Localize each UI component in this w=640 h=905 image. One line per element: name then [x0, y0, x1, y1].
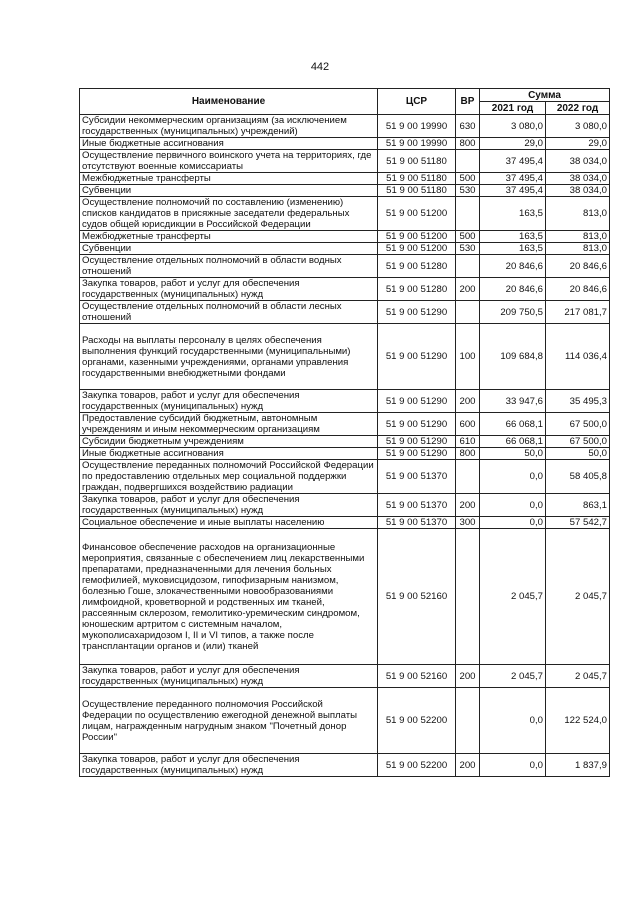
row-vr: 200 — [456, 494, 480, 517]
row-amount-2021: 109 684,8 — [480, 324, 546, 390]
row-csr: 51 9 00 51180 — [378, 150, 456, 173]
table-row — [80, 301, 610, 324]
table-row — [80, 185, 610, 197]
row-name: Закупка товаров, работ и услуг для обеспечения государственных (муниципальных) нужд — [80, 278, 378, 301]
row-amount-2021: 163,5 — [480, 243, 546, 255]
row-name: Субсидии некоммерческим организациям (за исключением государственных (муниципальных) учреждений) — [80, 115, 378, 138]
table-row — [80, 173, 610, 185]
row-amount-2022: 20 846,6 — [546, 255, 610, 278]
header-year-2021: 2021 год — [480, 102, 546, 115]
row-csr: 51 9 00 52160 — [378, 665, 456, 688]
row-amount-2021: 0,0 — [480, 460, 546, 494]
table-body — [80, 115, 610, 777]
row-amount-2021: 163,5 — [480, 197, 546, 231]
row-csr: 51 9 00 52160 — [378, 529, 456, 665]
table-row — [80, 665, 610, 688]
header-vr: ВР — [456, 89, 480, 115]
row-csr: 51 9 00 52200 — [378, 688, 456, 754]
table-row — [80, 529, 610, 665]
row-amount-2022: 3 080,0 — [546, 115, 610, 138]
row-amount-2021: 66 068,1 — [480, 413, 546, 436]
row-name: Осуществление первичного воинского учета на территориях, где отсутствуют военные комиссариаты — [80, 150, 378, 173]
table-row — [80, 413, 610, 436]
row-csr: 51 9 00 51290 — [378, 436, 456, 448]
row-amount-2022: 58 405,8 — [546, 460, 610, 494]
row-amount-2021: 66 068,1 — [480, 436, 546, 448]
row-amount-2022: 217 081,7 — [546, 301, 610, 324]
row-csr: 51 9 00 51290 — [378, 390, 456, 413]
row-amount-2022: 114 036,4 — [546, 324, 610, 390]
row-vr: 200 — [456, 665, 480, 688]
row-amount-2021: 0,0 — [480, 688, 546, 754]
table-row — [80, 150, 610, 173]
header-sum: Сумма — [480, 89, 610, 102]
row-csr: 51 9 00 51200 — [378, 197, 456, 231]
row-csr: 51 9 00 19990 — [378, 138, 456, 150]
header-name: Наименование — [80, 89, 378, 115]
row-vr: 200 — [456, 390, 480, 413]
row-amount-2021: 29,0 — [480, 138, 546, 150]
row-name: Закупка товаров, работ и услуг для обеспечения государственных (муниципальных) нужд — [80, 390, 378, 413]
row-name: Закупка товаров, работ и услуг для обеспечения государственных (муниципальных) нужд — [80, 754, 378, 777]
row-amount-2021: 20 846,6 — [480, 255, 546, 278]
row-amount-2022: 50,0 — [546, 448, 610, 460]
table-row — [80, 517, 610, 529]
row-vr: 610 — [456, 436, 480, 448]
row-amount-2022: 813,0 — [546, 243, 610, 255]
row-vr: 800 — [456, 138, 480, 150]
table-row — [80, 115, 610, 138]
row-vr: 630 — [456, 115, 480, 138]
row-amount-2021: 20 846,6 — [480, 278, 546, 301]
row-amount-2021: 37 495,4 — [480, 185, 546, 197]
row-vr — [456, 529, 480, 665]
table-row — [80, 278, 610, 301]
table-row — [80, 197, 610, 231]
table-row — [80, 436, 610, 448]
table-row — [80, 231, 610, 243]
budget-table — [79, 88, 610, 777]
row-name: Предоставление субсидий бюджетным, автономным учреждениям и иным некоммерческим организациям — [80, 413, 378, 436]
row-name: Иные бюджетные ассигнования — [80, 448, 378, 460]
row-vr: 500 — [456, 173, 480, 185]
row-amount-2022: 1 837,9 — [546, 754, 610, 777]
row-csr: 51 9 00 51370 — [378, 494, 456, 517]
row-vr — [456, 301, 480, 324]
row-csr: 51 9 00 19990 — [378, 115, 456, 138]
row-csr: 51 9 00 51200 — [378, 231, 456, 243]
row-amount-2021: 0,0 — [480, 494, 546, 517]
table-row — [80, 688, 610, 754]
row-amount-2021: 37 495,4 — [480, 150, 546, 173]
row-vr — [456, 688, 480, 754]
row-csr: 51 9 00 51290 — [378, 324, 456, 390]
row-name: Финансовое обеспечение расходов на организационные мероприятия, связанные с обеспечением лиц лекарственными препаратами, предназначенными для лечения больных гемофилией, муковисцидозом, гипофизарным нанизмом, болезнью Гоше, злокачественными новообразованиями лимфоидной, кроветворной и родственных им тканей, рассеянным склерозом, гемолитико-уремическим синдромом, юношеским артритом с системным началом, мукополисахаридозом I, II и VI типов, а также после трансплантации органов и (или) тканей — [80, 529, 378, 665]
row-vr: 800 — [456, 448, 480, 460]
row-amount-2021: 209 750,5 — [480, 301, 546, 324]
table-row — [80, 324, 610, 390]
row-amount-2021: 0,0 — [480, 517, 546, 529]
row-vr: 530 — [456, 185, 480, 197]
row-amount-2022: 35 495,3 — [546, 390, 610, 413]
row-amount-2022: 38 034,0 — [546, 185, 610, 197]
row-name: Межбюджетные трансферты — [80, 231, 378, 243]
row-name: Социальное обеспечение и иные выплаты населению — [80, 517, 378, 529]
row-amount-2022: 813,0 — [546, 231, 610, 243]
row-csr: 51 9 00 51290 — [378, 448, 456, 460]
header-year-2022: 2022 год — [546, 102, 610, 115]
row-vr: 500 — [456, 231, 480, 243]
row-amount-2022: 813,0 — [546, 197, 610, 231]
table-row — [80, 754, 610, 777]
row-name: Закупка товаров, работ и услуг для обеспечения государственных (муниципальных) нужд — [80, 494, 378, 517]
row-amount-2021: 50,0 — [480, 448, 546, 460]
row-vr — [456, 255, 480, 278]
row-name: Иные бюджетные ассигнования — [80, 138, 378, 150]
row-name: Осуществление переданного полномочия Российской Федерации по осуществлению ежегодной денежной выплаты лицам, награжденным нагрудным знаком "Почетный донор России" — [80, 688, 378, 754]
row-name: Субвенции — [80, 185, 378, 197]
row-name: Осуществление отдельных полномочий в области лесных отношений — [80, 301, 378, 324]
page-number: 442 — [310, 61, 330, 73]
row-name: Закупка товаров, работ и услуг для обеспечения государственных (муниципальных) нужд — [80, 665, 378, 688]
row-amount-2022: 2 045,7 — [546, 529, 610, 665]
row-csr: 51 9 00 51280 — [378, 278, 456, 301]
row-amount-2021: 37 495,4 — [480, 173, 546, 185]
row-amount-2022: 38 034,0 — [546, 150, 610, 173]
row-amount-2021: 2 045,7 — [480, 665, 546, 688]
row-vr: 530 — [456, 243, 480, 255]
row-vr: 100 — [456, 324, 480, 390]
row-amount-2022: 863,1 — [546, 494, 610, 517]
row-amount-2022: 2 045,7 — [546, 665, 610, 688]
row-amount-2022: 122 524,0 — [546, 688, 610, 754]
table-header — [80, 89, 610, 115]
table-row — [80, 448, 610, 460]
row-csr: 51 9 00 51180 — [378, 173, 456, 185]
row-csr: 51 9 00 51180 — [378, 185, 456, 197]
row-name: Осуществление отдельных полномочий в области водных отношений — [80, 255, 378, 278]
row-vr — [456, 150, 480, 173]
row-name: Осуществление переданных полномочий Российской Федерации по предоставлению отдельных мер социальной поддержки граждан, подвергшихся воздействию радиации — [80, 460, 378, 494]
row-name: Субвенции — [80, 243, 378, 255]
row-vr — [456, 197, 480, 231]
row-name: Межбюджетные трансферты — [80, 173, 378, 185]
row-amount-2021: 3 080,0 — [480, 115, 546, 138]
row-amount-2021: 0,0 — [480, 754, 546, 777]
row-amount-2022: 20 846,6 — [546, 278, 610, 301]
row-name: Расходы на выплаты персоналу в целях обеспечения выполнения функций государственными (муниципальными) органами, казенными учреждениями, органами управления государственными внебюджетными фондами — [80, 324, 378, 390]
row-csr: 51 9 00 51370 — [378, 517, 456, 529]
row-amount-2022: 57 542,7 — [546, 517, 610, 529]
row-csr: 51 9 00 51290 — [378, 301, 456, 324]
table-row — [80, 390, 610, 413]
row-vr: 600 — [456, 413, 480, 436]
row-vr: 200 — [456, 754, 480, 777]
row-csr: 51 9 00 51280 — [378, 255, 456, 278]
row-vr: 300 — [456, 517, 480, 529]
table-row — [80, 138, 610, 150]
row-amount-2022: 29,0 — [546, 138, 610, 150]
table-row — [80, 460, 610, 494]
row-csr: 51 9 00 51370 — [378, 460, 456, 494]
row-name: Субсидии бюджетным учреждениям — [80, 436, 378, 448]
table-row — [80, 494, 610, 517]
row-amount-2022: 38 034,0 — [546, 173, 610, 185]
table-row — [80, 255, 610, 278]
row-amount-2021: 163,5 — [480, 231, 546, 243]
row-csr: 51 9 00 51200 — [378, 243, 456, 255]
row-amount-2022: 67 500,0 — [546, 436, 610, 448]
row-vr: 200 — [456, 278, 480, 301]
row-amount-2022: 67 500,0 — [546, 413, 610, 436]
row-amount-2021: 33 947,6 — [480, 390, 546, 413]
header-csr: ЦСР — [378, 89, 456, 115]
row-csr: 51 9 00 51290 — [378, 413, 456, 436]
row-amount-2021: 2 045,7 — [480, 529, 546, 665]
table-row — [80, 243, 610, 255]
row-vr — [456, 460, 480, 494]
row-csr: 51 9 00 52200 — [378, 754, 456, 777]
row-name: Осуществление полномочий по составлению (изменению) списков кандидатов в присяжные заседатели федеральных судов общей юрисдикции в Российской Федерации — [80, 197, 378, 231]
